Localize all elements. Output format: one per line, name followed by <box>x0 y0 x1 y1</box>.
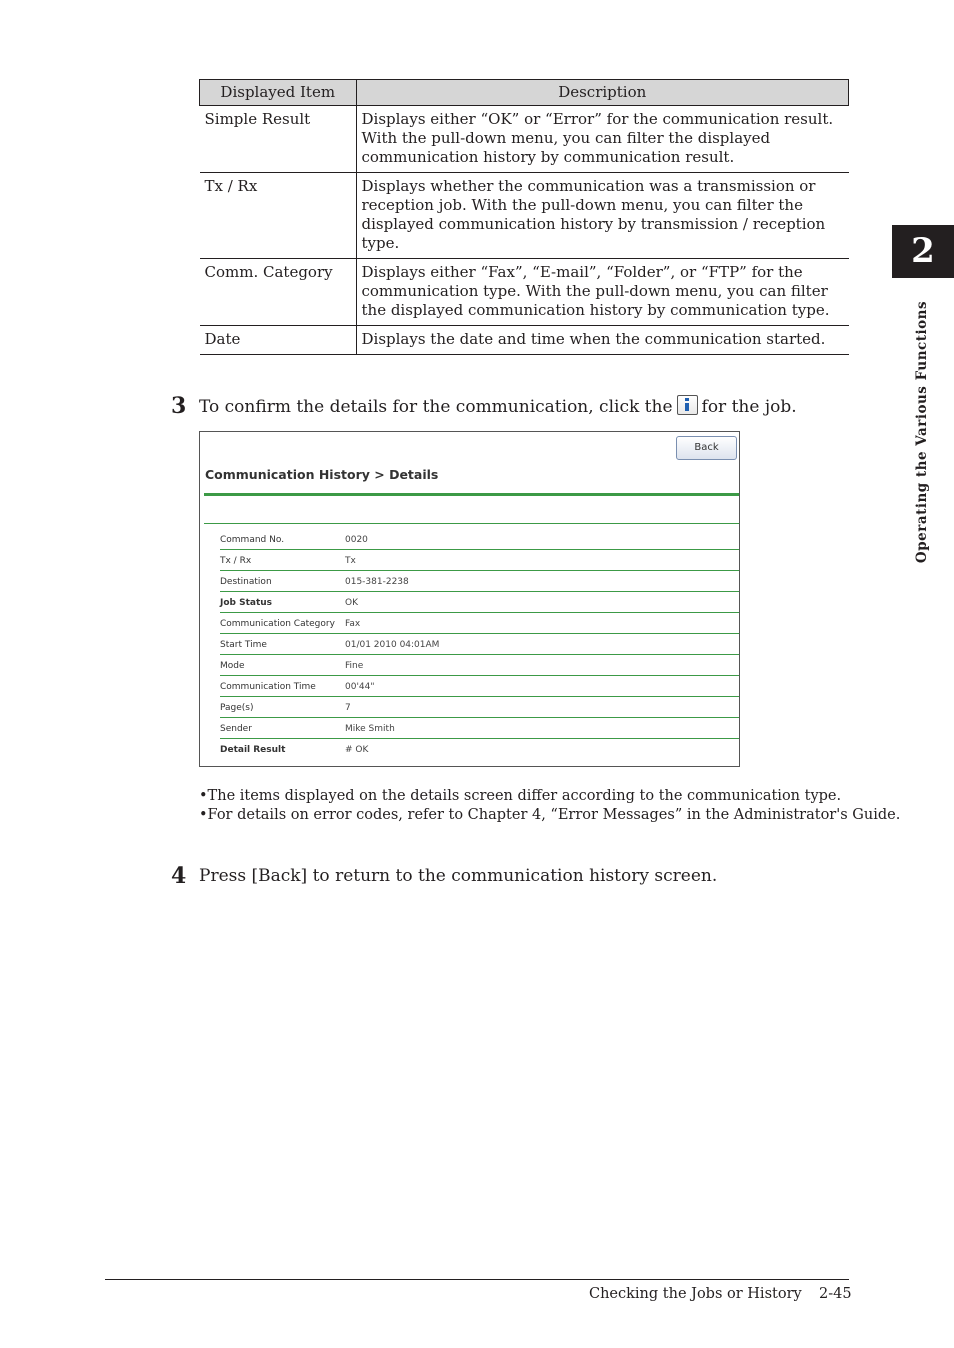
step-4-text: Press [Back] to return to the communication history screen. <box>199 866 718 886</box>
note-item: •For details on error codes, refer to Chapter 4, “Error Messages” in the Administrator's Guide. <box>199 807 901 823</box>
detail-label: Start Time <box>220 640 267 650</box>
details-list <box>220 529 739 759</box>
detail-value: # OK <box>345 745 369 755</box>
detail-label: Destination <box>220 577 272 587</box>
table-row <box>200 106 849 173</box>
page-number: 2-45 <box>819 1286 852 1302</box>
table-header-row <box>200 80 849 106</box>
step-3-text-after: for the job. <box>701 397 797 417</box>
details-screenshot <box>199 431 740 767</box>
detail-value: 7 <box>345 703 351 713</box>
detail-row <box>220 571 739 592</box>
detail-label: Tx / Rx <box>220 556 252 566</box>
detail-value: Fine <box>345 661 364 671</box>
detail-row <box>220 739 739 759</box>
step-3-text <box>199 395 797 418</box>
desc-cell: Displays the date and time when the communication started. <box>356 326 849 355</box>
detail-row <box>220 592 739 613</box>
chapter-tab: 2 <box>892 225 954 278</box>
detail-row <box>220 529 739 550</box>
step-4-number: 4 <box>171 863 187 889</box>
detail-label: Job Status <box>220 598 273 608</box>
item-cell: Tx / Rx <box>200 173 357 259</box>
chapter-side-label: Operating the Various Functions <box>914 300 930 564</box>
step-3-text-before: To confirm the details for the communication, click the <box>199 397 673 417</box>
desc-cell: Displays either “Fax”, “E-mail”, “Folder”, or “FTP” for the communication type. With the pull-down menu, you can filter the displayed communication history by communication type. <box>356 259 849 326</box>
detail-value: Fax <box>345 619 361 629</box>
table-row <box>200 259 849 326</box>
footer-section-title: Checking the Jobs or History <box>589 1286 802 1302</box>
detail-row <box>220 634 739 655</box>
detail-value: 01/01 2010 04:01AM <box>345 640 440 650</box>
footer-rule <box>105 1279 849 1280</box>
detail-row <box>220 697 739 718</box>
detail-row <box>220 718 739 739</box>
detail-label: Mode <box>220 661 245 671</box>
detail-row <box>220 655 739 676</box>
detail-label: Sender <box>220 724 252 734</box>
detail-value: 0020 <box>345 535 368 545</box>
header-description: Description <box>356 80 849 106</box>
details-title: Communication History > Details <box>205 467 439 482</box>
detail-label: Communication Category <box>220 619 335 629</box>
note-item: •The items displayed on the details screen differ according to the communication type. <box>199 788 842 804</box>
title-divider <box>204 493 739 496</box>
header-displayed-item: Displayed Item <box>200 80 357 106</box>
detail-label: Communication Time <box>220 682 316 692</box>
table-row <box>200 173 849 259</box>
item-cell: Date <box>200 326 357 355</box>
detail-label: Detail Result <box>220 745 286 755</box>
detail-value: 015-381-2238 <box>345 577 409 587</box>
info-icon <box>677 395 698 415</box>
detail-label: Command No. <box>220 535 285 545</box>
description-table <box>199 79 849 355</box>
desc-cell: Displays whether the communication was a transmission or reception job. With the pull-down menu, you can filter the displayed communication history by transmission / reception type. <box>356 173 849 259</box>
item-cell: Simple Result <box>200 106 357 173</box>
detail-row <box>220 613 739 634</box>
detail-label: Page(s) <box>220 703 254 713</box>
detail-value: Mike Smith <box>345 724 395 734</box>
back-button[interactable]: Back <box>676 436 737 460</box>
table-row <box>200 326 849 355</box>
detail-row <box>220 550 739 571</box>
desc-cell: Displays either “OK” or “Error” for the communication result. With the pull-down menu, you can filter the displayed communication history by communication result. <box>356 106 849 173</box>
subheader-divider <box>204 523 739 524</box>
step-3-number: 3 <box>171 393 187 419</box>
detail-value: OK <box>345 598 358 608</box>
detail-value: 00'44" <box>345 682 375 692</box>
detail-value: Tx <box>345 556 356 566</box>
detail-row <box>220 676 739 697</box>
item-cell: Comm. Category <box>200 259 357 326</box>
notes <box>199 787 900 825</box>
